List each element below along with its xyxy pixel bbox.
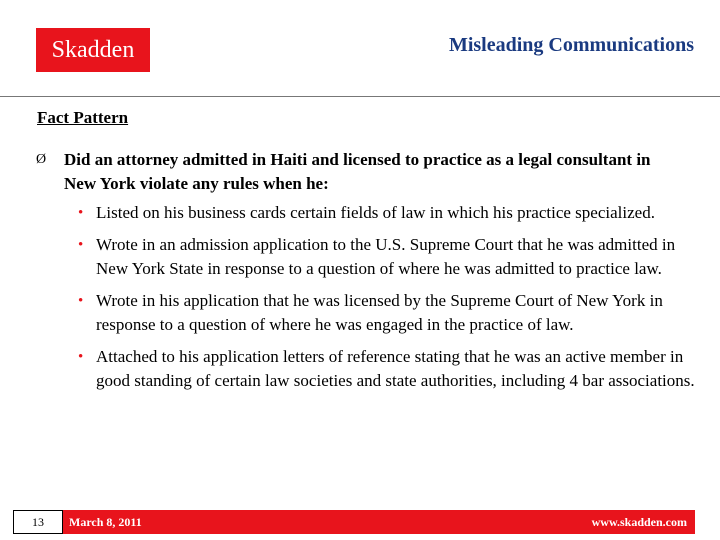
fact-list (76, 201, 696, 401)
list-item-text: Attached to his application letters of reference stating that he was an active member in good standing of certain law societies and state authorities, including 4 bar associations. (96, 347, 695, 390)
footer-url[interactable]: www.skadden.com (591, 515, 687, 529)
question-item (36, 148, 676, 196)
list-item (76, 233, 696, 281)
list-item-text: Wrote in an admission application to the U.S. Supreme Court that he was admitted in New York State in response to a question of where he was admitted to practice law. (96, 235, 676, 278)
footer-date: March 8, 2011 (69, 515, 142, 529)
skadden-logo: Skadden (36, 28, 150, 72)
slide-title: Misleading Communications (448, 34, 694, 56)
bullet-dot-icon: • (78, 349, 84, 365)
list-item-text: Listed on his business cards certain fields of law in which his practice specialized. (96, 203, 655, 222)
list-item-text: Wrote in his application that he was licensed by the Supreme Court of New York in response to a question of where he was engaged in the practice of law. (96, 291, 663, 334)
list-item (76, 289, 696, 337)
section-heading: Fact Pattern (37, 108, 129, 127)
list-item (76, 345, 696, 393)
list-item (76, 201, 696, 225)
header-divider (0, 96, 720, 97)
question-text: Did an attorney admitted in Haiti and licensed to practice as a legal consultant in New York violate any rules when he: (64, 150, 651, 193)
footer-bar (63, 510, 695, 534)
page-number: 13 (13, 510, 63, 534)
bullet-dot-icon: • (78, 293, 84, 309)
bullet-dot-icon: • (78, 205, 84, 221)
arrow-bullet-icon: Ø (36, 152, 47, 167)
bullet-dot-icon: • (78, 237, 84, 253)
footer (0, 510, 720, 534)
